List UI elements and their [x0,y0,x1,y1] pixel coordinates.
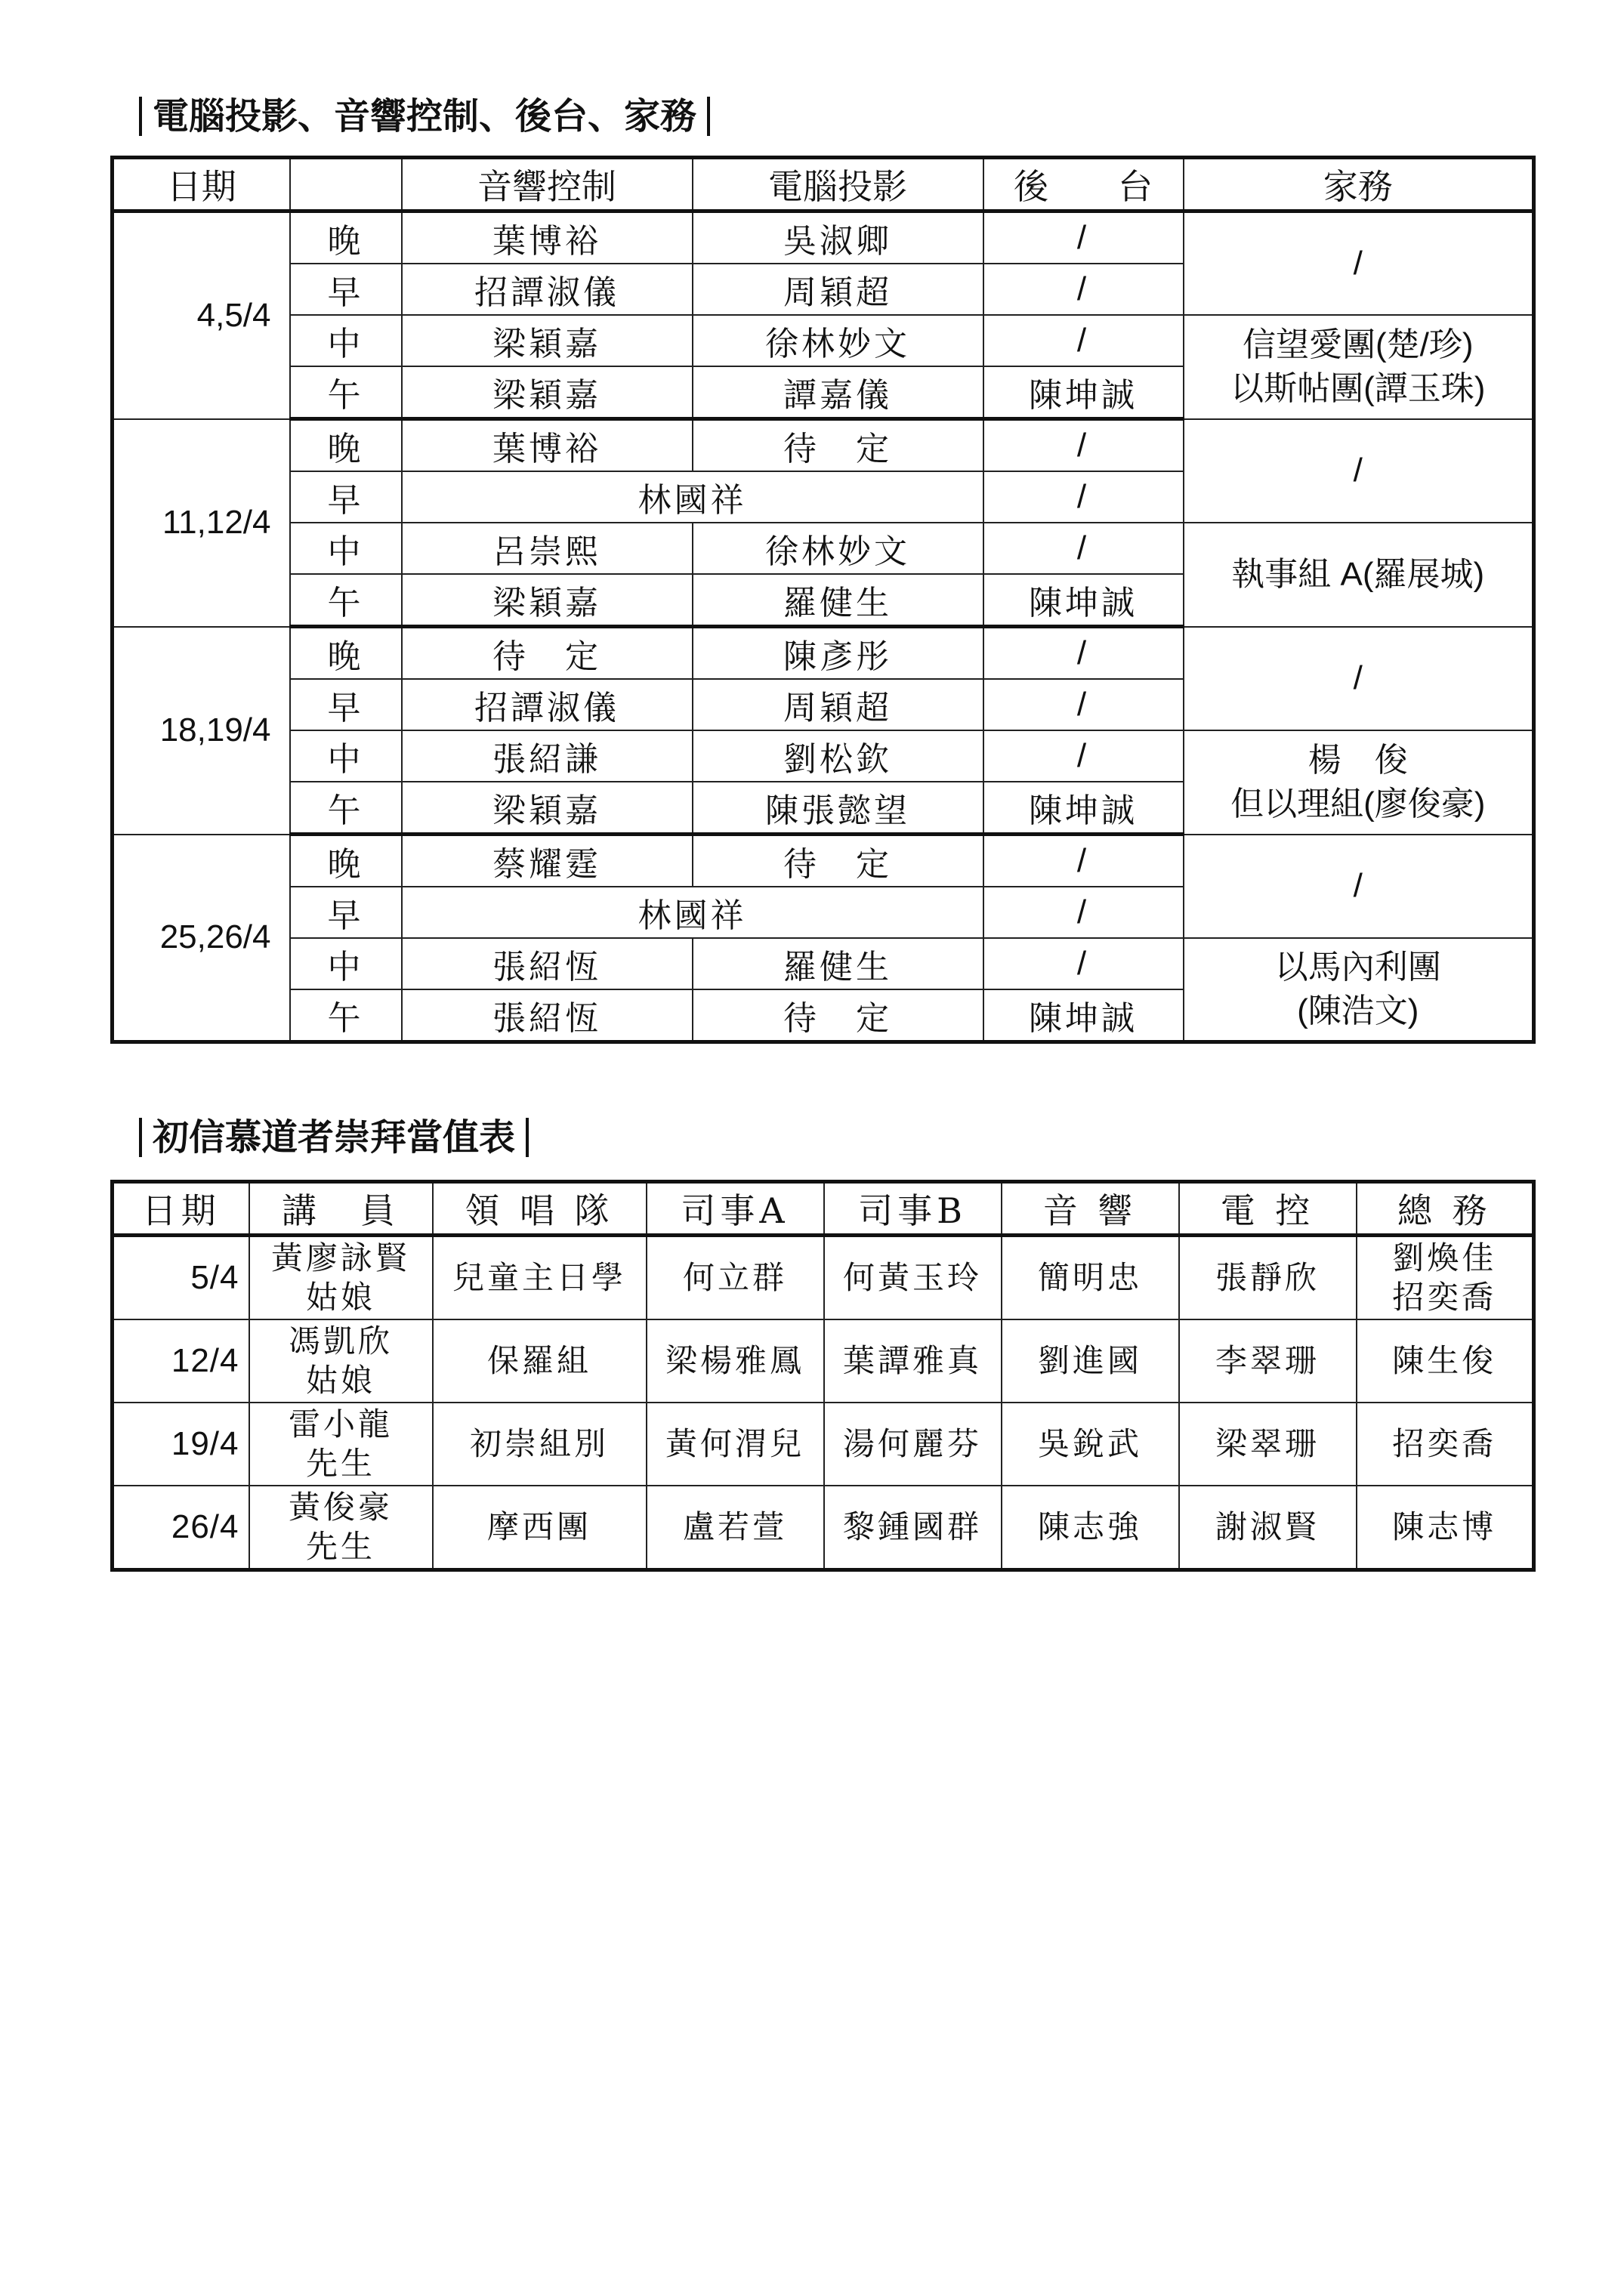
projection-cell: 陳彥彤 [693,627,983,680]
table-row [113,1236,1534,1320]
title-bar-left [139,97,142,136]
header-usher-b: 司事B [824,1182,1002,1236]
worship-cell: 摩西團 [433,1486,647,1570]
backstage-cell: 陳坤誠 [983,989,1184,1042]
house-team-cell [1184,315,1534,419]
usher-b-cell: 葉譚雅真 [824,1319,1002,1403]
house-team-cell [1184,730,1534,835]
title-bar-right [526,1118,529,1157]
general-cell: 招奕喬 [1357,1403,1534,1486]
sound-cell: 劉進國 [1002,1319,1179,1403]
backstage-cell: / [983,471,1184,523]
sound-cell: 葉博裕 [402,211,693,264]
header-usher-a: 司事A [647,1182,824,1236]
table-header-row [113,158,1534,211]
control-cell: 李翠珊 [1179,1319,1357,1403]
sound-cell: 梁穎嘉 [402,782,693,835]
table-row [113,938,1534,989]
control-cell: 謝淑賢 [1179,1486,1357,1570]
table-row [113,1403,1534,1486]
slot-cell: 中 [290,730,402,782]
sound-cell: 招譚淑儀 [402,679,693,730]
general-cell: 陳志博 [1357,1486,1534,1570]
projection-cell: 譚嘉儀 [693,366,983,419]
speaker-cell [249,1236,433,1320]
sound-cell: 梁穎嘉 [402,315,693,366]
merged-sound-projection-cell: 林國祥 [402,471,983,523]
header-projection: 電腦投影 [693,158,983,211]
speaker-title: 先生 [305,1529,375,1564]
house-cell: / [1184,627,1534,731]
slot-cell: 晚 [290,419,402,472]
worship-cell: 兒童主日學 [433,1236,647,1320]
backstage-cell: / [983,523,1184,574]
house-team-line2: 但以理組(廖俊豪) [1230,785,1486,822]
backstage-cell: / [983,887,1184,938]
general-cell [1357,1236,1534,1320]
usher-a-cell: 盧若萱 [647,1486,824,1570]
projection-cell: 周穎超 [693,264,983,315]
house-cell: / [1184,835,1534,939]
backstage-cell: / [983,627,1184,680]
slot-cell: 晚 [290,211,402,264]
sound-cell: 葉博裕 [402,419,693,472]
merged-sound-projection-cell: 林國祥 [402,887,983,938]
house-team-line1: 楊 俊 [1308,741,1408,779]
table-row [113,315,1534,366]
sound-cell: 張紹恆 [402,938,693,989]
date-cell: 19/4 [113,1403,249,1486]
speaker-title: 先生 [305,1446,375,1481]
house-cell: / [1184,211,1534,316]
sound-cell: 招譚淑儀 [402,264,693,315]
sound-cell: 張紹恆 [402,989,693,1042]
group-date: 18,19/4 [113,627,290,835]
slot-cell: 晚 [290,627,402,680]
speaker-title: 姑娘 [305,1363,375,1398]
slot-cell: 早 [290,264,402,315]
table-row [113,835,1534,887]
duty-table-seekers-worship [110,1180,1536,1572]
speaker-name: 黃廖詠賢 [270,1240,410,1276]
slot-cell: 早 [290,471,402,523]
general-line1: 劉煥佳 [1392,1240,1497,1276]
sound-cell: 蔡耀霆 [402,835,693,887]
house-team-line1: 執事組 A(羅展城) [1231,555,1485,593]
table-header-row [113,1182,1534,1236]
header-slot [290,158,402,211]
projection-cell: 吳淑卿 [693,211,983,264]
header-general: 總 務 [1357,1182,1534,1236]
header-backstage: 後 台 [983,158,1184,211]
house-cell: / [1184,419,1534,523]
speaker-name: 黃俊豪 [288,1489,393,1525]
sound-cell: 陳志強 [1002,1486,1179,1570]
title-bar-left [139,1118,142,1157]
backstage-cell: / [983,938,1184,989]
usher-a-cell: 何立群 [647,1236,824,1320]
projection-cell: 羅健生 [693,938,983,989]
section2-title: 初信慕道者崇拜當值表 [128,1115,539,1160]
house-team-cell [1184,938,1534,1042]
table-row [113,1486,1534,1570]
worship-cell: 保羅組 [433,1319,647,1403]
date-cell: 12/4 [113,1319,249,1403]
table-row [113,1319,1534,1403]
slot-cell: 午 [290,366,402,419]
projection-cell: 劉松欽 [693,730,983,782]
table-row [113,523,1534,574]
backstage-cell: 陳坤誠 [983,366,1184,419]
slot-cell: 中 [290,315,402,366]
sound-cell: 張紹謙 [402,730,693,782]
title-bar-right [707,97,710,136]
house-team-line2: (陳浩文) [1297,992,1419,1029]
table-row [113,730,1534,782]
backstage-cell: / [983,315,1184,366]
backstage-cell: / [983,264,1184,315]
header-control: 電 控 [1179,1182,1357,1236]
group-date: 4,5/4 [113,211,290,419]
section1-title: 電腦投影、音響控制、後台、家務 [128,94,721,139]
projection-cell: 陳張懿望 [693,782,983,835]
worship-cell: 初崇組別 [433,1403,647,1486]
speaker-cell [249,1319,433,1403]
general-cell: 陳生俊 [1357,1319,1534,1403]
speaker-title: 姑娘 [305,1279,375,1315]
header-worship-team: 領 唱 隊 [433,1182,647,1236]
speaker-cell [249,1486,433,1570]
projection-cell: 待 定 [693,419,983,472]
duty-table-projection-sound [110,156,1536,1044]
control-cell: 梁翠珊 [1179,1403,1357,1486]
table-row [113,627,1534,680]
backstage-cell: / [983,679,1184,730]
header-date: 日期 [113,1182,249,1236]
speaker-name: 雷小龍 [288,1406,393,1442]
projection-cell: 周穎超 [693,679,983,730]
house-team-cell [1184,523,1534,627]
projection-cell: 待 定 [693,989,983,1042]
header-speaker: 講 員 [249,1182,433,1236]
date-cell: 26/4 [113,1486,249,1570]
backstage-cell: 陳坤誠 [983,574,1184,627]
backstage-cell: / [983,835,1184,887]
group-date: 25,26/4 [113,835,290,1042]
backstage-cell: / [983,730,1184,782]
sound-cell: 簡明忠 [1002,1236,1179,1320]
slot-cell: 午 [290,782,402,835]
header-date: 日期 [113,158,290,211]
table-row [113,419,1534,472]
slot-cell: 晚 [290,835,402,887]
general-line2: 招奕喬 [1392,1279,1497,1315]
projection-cell: 待 定 [693,835,983,887]
usher-a-cell: 黃何渭兒 [647,1403,824,1486]
header-sound: 音響控制 [402,158,693,211]
backstage-cell: 陳坤誠 [983,782,1184,835]
usher-a-cell: 梁楊雅鳳 [647,1319,824,1403]
slot-cell: 早 [290,679,402,730]
date-cell: 5/4 [113,1236,249,1320]
control-cell: 張靜欣 [1179,1236,1357,1320]
speaker-cell [249,1403,433,1486]
backstage-cell: / [983,211,1184,264]
house-team-line1: 以馬內利團 [1274,949,1441,986]
house-team-line1: 信望愛團(楚/珍) [1242,326,1474,363]
header-house: 家務 [1184,158,1534,211]
usher-b-cell: 何黃玉玲 [824,1236,1002,1320]
sound-cell: 梁穎嘉 [402,574,693,627]
slot-cell: 午 [290,574,402,627]
projection-cell: 羅健生 [693,574,983,627]
slot-cell: 早 [290,887,402,938]
sound-cell: 呂崇熙 [402,523,693,574]
house-team-line2: 以斯帖團(譚玉珠) [1230,369,1486,407]
table-row [113,211,1534,264]
sound-cell: 吳銳武 [1002,1403,1179,1486]
group-date: 11,12/4 [113,419,290,627]
sound-cell: 待 定 [402,627,693,680]
slot-cell: 中 [290,938,402,989]
projection-cell: 徐林妙文 [693,523,983,574]
usher-b-cell: 黎鍾國群 [824,1486,1002,1570]
speaker-name: 馮凱欣 [288,1323,393,1359]
slot-cell: 午 [290,989,402,1042]
header-sound: 音 響 [1002,1182,1179,1236]
backstage-cell: / [983,419,1184,472]
projection-cell: 徐林妙文 [693,315,983,366]
sound-cell: 梁穎嘉 [402,366,693,419]
usher-b-cell: 湯何麗芬 [824,1403,1002,1486]
slot-cell: 中 [290,523,402,574]
